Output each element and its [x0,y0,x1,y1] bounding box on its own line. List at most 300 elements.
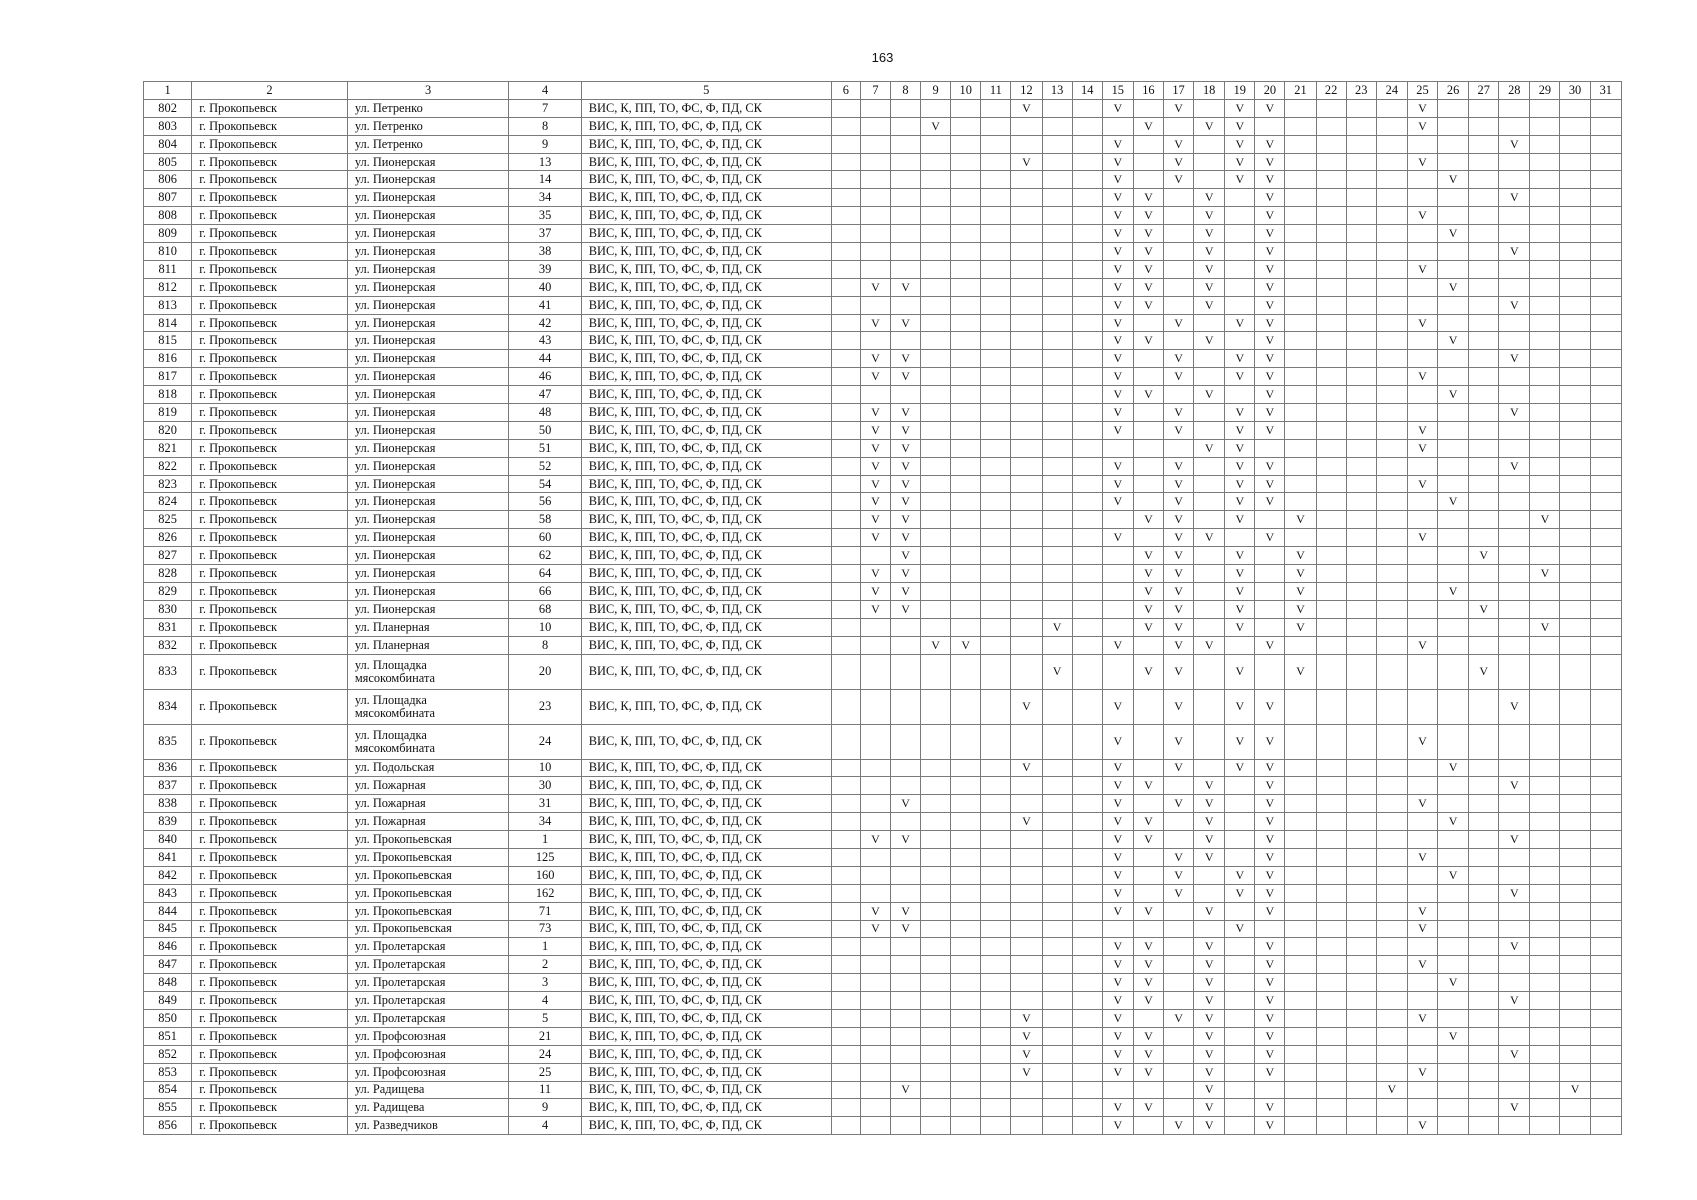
mark-cell-col-19 [1225,813,1255,831]
mark-cell-col-11 [981,314,1011,332]
mark-cell-col-30 [1560,511,1590,529]
check-mark: V [1194,902,1225,920]
mark-cell-col-22 [1316,457,1346,475]
mark-cell-col-21 [1285,296,1316,314]
mark-cell-col-28 [1499,813,1530,831]
mark-cell-col-16 [1133,99,1163,117]
column-header: 12 [1011,82,1042,100]
mark-cell-col-22 [1316,1099,1346,1117]
row-number: 855 [144,1099,192,1117]
column-header: 23 [1346,82,1376,100]
mark-cell-col-18 [1194,724,1225,759]
mark-cell-col-6 [831,475,860,493]
codes-cell: ВИС, К, ПП, ТО, ФС, Ф, ПД, СК [581,902,831,920]
mark-cell-col-31 [1590,296,1621,314]
check-mark: V [1225,565,1255,583]
mark-cell-col-13 [1042,243,1072,261]
mark-cell-col-7 [860,171,890,189]
check-mark: V [1225,439,1255,457]
table-row [144,1009,1622,1027]
mark-cell-col-8 [890,171,920,189]
check-mark: V [1011,689,1042,724]
mark-cell-col-11 [981,902,1011,920]
mark-cell-col-22 [1316,795,1346,813]
mark-cell-col-21 [1285,314,1316,332]
check-mark: V [1407,99,1437,117]
mark-cell-col-27 [1469,386,1499,404]
mark-cell-col-9 [921,475,951,493]
mark-cell-col-7 [860,1081,890,1099]
mark-cell-col-17 [1163,920,1193,938]
check-mark: V [1194,1063,1225,1081]
mark-cell-col-26 [1438,777,1469,795]
mark-cell-col-15 [1102,618,1133,636]
mark-cell-col-22 [1316,920,1346,938]
mark-cell-col-26 [1438,1045,1469,1063]
city-cell: г. Прокопьевск [192,618,348,636]
table-row [144,457,1622,475]
city-cell: г. Прокопьевск [192,314,348,332]
house-cell: 1 [509,831,581,849]
mark-cell-col-11 [981,689,1011,724]
codes-cell: ВИС, К, ПП, ТО, ФС, Ф, ПД, СК [581,974,831,992]
mark-cell-col-11 [981,421,1011,439]
check-mark: V [1133,1063,1163,1081]
mark-cell-col-30 [1560,243,1590,261]
mark-cell-col-11 [981,884,1011,902]
mark-cell-col-26 [1438,350,1469,368]
mark-cell-col-14 [1072,332,1102,350]
mark-cell-col-13 [1042,421,1072,439]
check-mark: V [1499,884,1530,902]
mark-cell-col-9 [921,848,951,866]
mark-cell-col-23 [1346,992,1376,1010]
mark-cell-col-31 [1590,135,1621,153]
mark-cell-col-24 [1376,848,1407,866]
check-mark: V [1255,189,1285,207]
mark-cell-col-28 [1499,1009,1530,1027]
check-mark: V [1285,511,1316,529]
mark-cell-col-28 [1499,117,1530,135]
row-number: 807 [144,189,192,207]
mark-cell-col-18 [1194,171,1225,189]
mark-cell-col-28 [1499,866,1530,884]
mark-cell-col-31 [1590,884,1621,902]
mark-cell-col-10 [951,777,981,795]
mark-cell-col-24 [1376,654,1407,689]
mark-cell-col-28 [1499,207,1530,225]
mark-cell-col-13 [1042,689,1072,724]
city-cell: г. Прокопьевск [192,171,348,189]
mark-cell-col-23 [1346,1045,1376,1063]
mark-cell-col-14 [1072,189,1102,207]
street-cell: ул. Радищева [347,1081,509,1099]
mark-cell-col-8 [890,1117,920,1135]
street-cell: ул. Радищева [347,1099,509,1117]
mark-cell-col-7 [860,135,890,153]
mark-cell-col-27 [1469,439,1499,457]
mark-cell-col-6 [831,884,860,902]
check-mark: V [1163,618,1193,636]
mark-cell-col-21 [1285,332,1316,350]
check-mark: V [1133,1099,1163,1117]
check-mark: V [1438,225,1469,243]
mark-cell-col-14 [1072,777,1102,795]
mark-cell-col-13 [1042,153,1072,171]
mark-cell-col-9 [921,296,951,314]
mark-cell-col-21 [1285,636,1316,654]
mark-cell-col-10 [951,171,981,189]
mark-cell-col-11 [981,189,1011,207]
street-cell: ул. Пионерская [347,171,509,189]
house-cell: 47 [509,386,581,404]
mark-cell-col-31 [1590,1027,1621,1045]
codes-cell: ВИС, К, ПП, ТО, ФС, Ф, ПД, СК [581,153,831,171]
mark-cell-col-7 [860,813,890,831]
mark-cell-col-24 [1376,920,1407,938]
row-number: 828 [144,565,192,583]
mark-cell-col-14 [1072,636,1102,654]
mark-cell-col-21 [1285,404,1316,422]
street-cell: ул. Петренко [347,117,509,135]
row-number: 842 [144,866,192,884]
check-mark: V [1102,493,1133,511]
mark-cell-col-22 [1316,974,1346,992]
mark-cell-col-27 [1469,938,1499,956]
mark-cell-col-23 [1346,600,1376,618]
city-cell: г. Прокопьевск [192,439,348,457]
mark-cell-col-31 [1590,207,1621,225]
mark-cell-col-10 [951,1117,981,1135]
mark-cell-col-6 [831,529,860,547]
house-cell: 23 [509,689,581,724]
mark-cell-col-29 [1530,813,1560,831]
mark-cell-col-12 [1011,207,1042,225]
mark-cell-col-24 [1376,600,1407,618]
mark-cell-col-31 [1590,368,1621,386]
row-number: 852 [144,1045,192,1063]
codes-cell: ВИС, К, ПП, ТО, ФС, Ф, ПД, СК [581,99,831,117]
check-mark: V [1499,992,1530,1010]
city-cell: г. Прокопьевск [192,1117,348,1135]
mark-cell-col-7 [860,225,890,243]
mark-cell-col-7 [860,243,890,261]
row-number: 844 [144,902,192,920]
city-cell: г. Прокопьевск [192,1063,348,1081]
check-mark: V [1102,777,1133,795]
mark-cell-col-13 [1042,724,1072,759]
mark-cell-col-8 [890,813,920,831]
house-cell: 44 [509,350,581,368]
mark-cell-col-7 [860,795,890,813]
mark-cell-col-21 [1285,278,1316,296]
mark-cell-col-21 [1285,1117,1316,1135]
codes-cell: ВИС, К, ПП, ТО, ФС, Ф, ПД, СК [581,813,831,831]
mark-cell-col-18 [1194,493,1225,511]
mark-cell-col-10 [951,225,981,243]
mark-cell-col-16 [1133,724,1163,759]
mark-cell-col-14 [1072,260,1102,278]
mark-cell-col-10 [951,759,981,777]
mark-cell-col-13 [1042,813,1072,831]
mark-cell-col-6 [831,189,860,207]
check-mark: V [1194,278,1225,296]
mark-cell-col-21 [1285,153,1316,171]
mark-cell-col-6 [831,813,860,831]
check-mark: V [1133,1045,1163,1063]
codes-cell: ВИС, К, ПП, ТО, ФС, Ф, ПД, СК [581,493,831,511]
mark-cell-col-21 [1285,795,1316,813]
mark-cell-col-29 [1530,600,1560,618]
check-mark: V [1133,189,1163,207]
mark-cell-col-22 [1316,99,1346,117]
table-row [144,582,1622,600]
codes-cell: ВИС, К, ПП, ТО, ФС, Ф, ПД, СК [581,421,831,439]
mark-cell-col-15 [1102,439,1133,457]
house-cell: 5 [509,1009,581,1027]
mark-cell-col-26 [1438,1099,1469,1117]
check-mark: V [860,600,890,618]
row-number: 805 [144,153,192,171]
mark-cell-col-11 [981,350,1011,368]
check-mark: V [1102,1099,1133,1117]
street-cell: ул. Площадка мясокомбината [347,724,509,759]
row-number: 838 [144,795,192,813]
mark-cell-col-6 [831,547,860,565]
column-header: 17 [1163,82,1193,100]
city-cell: г. Прокопьевск [192,475,348,493]
city-cell: г. Прокопьевск [192,511,348,529]
check-mark: V [1102,153,1133,171]
mark-cell-col-18 [1194,884,1225,902]
mark-cell-col-6 [831,974,860,992]
mark-cell-col-8 [890,296,920,314]
table-row [144,759,1622,777]
mark-cell-col-28 [1499,795,1530,813]
mark-cell-col-12 [1011,296,1042,314]
mark-cell-col-27 [1469,332,1499,350]
mark-cell-col-31 [1590,386,1621,404]
mark-cell-col-12 [1011,404,1042,422]
mark-cell-col-22 [1316,386,1346,404]
mark-cell-col-12 [1011,493,1042,511]
mark-cell-col-24 [1376,439,1407,457]
mark-cell-col-19 [1225,332,1255,350]
column-header: 21 [1285,82,1316,100]
mark-cell-col-13 [1042,386,1072,404]
street-cell: ул. Пионерская [347,457,509,475]
check-mark: V [1225,920,1255,938]
mark-cell-col-23 [1346,171,1376,189]
mark-cell-col-9 [921,1063,951,1081]
row-number: 841 [144,848,192,866]
mark-cell-col-29 [1530,404,1560,422]
mark-cell-col-24 [1376,992,1407,1010]
mark-cell-col-6 [831,920,860,938]
mark-cell-col-8 [890,618,920,636]
mark-cell-col-16 [1133,1009,1163,1027]
mark-cell-col-13 [1042,938,1072,956]
mark-cell-col-19 [1225,992,1255,1010]
mark-cell-col-24 [1376,956,1407,974]
row-number: 811 [144,260,192,278]
check-mark: V [1255,421,1285,439]
mark-cell-col-14 [1072,902,1102,920]
mark-cell-col-31 [1590,992,1621,1010]
mark-cell-col-22 [1316,296,1346,314]
mark-cell-col-23 [1346,654,1376,689]
mark-cell-col-9 [921,992,951,1010]
codes-cell: ВИС, К, ПП, ТО, ФС, Ф, ПД, СК [581,992,831,1010]
mark-cell-col-9 [921,600,951,618]
mark-cell-col-29 [1530,278,1560,296]
mark-cell-col-6 [831,153,860,171]
check-mark: V [1499,1099,1530,1117]
mark-cell-col-27 [1469,278,1499,296]
row-number: 840 [144,831,192,849]
house-cell: 40 [509,278,581,296]
mark-cell-col-12 [1011,956,1042,974]
codes-cell: ВИС, К, ПП, ТО, ФС, Ф, ПД, СК [581,368,831,386]
mark-cell-col-17 [1163,260,1193,278]
mark-cell-col-9 [921,421,951,439]
mark-cell-col-6 [831,831,860,849]
mark-cell-col-13 [1042,920,1072,938]
street-cell: ул. Пионерская [347,439,509,457]
table-row [144,547,1622,565]
mark-cell-col-13 [1042,135,1072,153]
city-cell: г. Прокопьевск [192,278,348,296]
mark-cell-col-9 [921,207,951,225]
check-mark: V [1255,866,1285,884]
house-cell: 42 [509,314,581,332]
table-row [144,956,1622,974]
mark-cell-col-12 [1011,582,1042,600]
mark-cell-col-11 [981,386,1011,404]
mark-cell-col-28 [1499,332,1530,350]
mark-cell-col-12 [1011,314,1042,332]
mark-cell-col-11 [981,920,1011,938]
mark-cell-col-31 [1590,902,1621,920]
check-mark: V [1225,724,1255,759]
mark-cell-col-11 [981,99,1011,117]
mark-cell-col-10 [951,99,981,117]
mark-cell-col-28 [1499,956,1530,974]
mark-cell-col-30 [1560,368,1590,386]
mark-cell-col-6 [831,99,860,117]
mark-cell-col-30 [1560,956,1590,974]
mark-cell-col-21 [1285,974,1316,992]
mark-cell-col-25 [1407,1099,1437,1117]
column-header: 8 [890,82,920,100]
mark-cell-col-26 [1438,902,1469,920]
mark-cell-col-23 [1346,475,1376,493]
mark-cell-col-7 [860,654,890,689]
mark-cell-col-26 [1438,117,1469,135]
column-header: 31 [1590,82,1621,100]
mark-cell-col-23 [1346,243,1376,261]
mark-cell-col-7 [860,956,890,974]
table-body [144,99,1622,1134]
mark-cell-col-27 [1469,1009,1499,1027]
check-mark: V [1133,565,1163,583]
mark-cell-col-16 [1133,884,1163,902]
city-cell: г. Прокопьевск [192,565,348,583]
codes-cell: ВИС, К, ПП, ТО, ФС, Ф, ПД, СК [581,831,831,849]
check-mark: V [1102,636,1133,654]
city-cell: г. Прокопьевск [192,759,348,777]
row-number: 850 [144,1009,192,1027]
check-mark: V [1194,439,1225,457]
mark-cell-col-8 [890,99,920,117]
mark-cell-col-14 [1072,724,1102,759]
mark-cell-col-30 [1560,1099,1590,1117]
mark-cell-col-12 [1011,884,1042,902]
mark-cell-col-23 [1346,260,1376,278]
city-cell: г. Прокопьевск [192,368,348,386]
house-cell: 34 [509,813,581,831]
mark-cell-col-14 [1072,582,1102,600]
mark-cell-col-8 [890,956,920,974]
check-mark: V [1102,421,1133,439]
check-mark: V [860,582,890,600]
mark-cell-col-8 [890,777,920,795]
mark-cell-col-29 [1530,689,1560,724]
mark-cell-col-31 [1590,689,1621,724]
table-row [144,314,1622,332]
mark-cell-col-23 [1346,938,1376,956]
mark-cell-col-21 [1285,493,1316,511]
mark-cell-col-8 [890,1099,920,1117]
mark-cell-col-19 [1225,795,1255,813]
check-mark: V [1163,547,1193,565]
street-cell: ул. Прокопьевская [347,902,509,920]
row-number: 829 [144,582,192,600]
table-row [144,475,1622,493]
row-number: 846 [144,938,192,956]
mark-cell-col-16 [1133,171,1163,189]
codes-cell: ВИС, К, ПП, ТО, ФС, Ф, ПД, СК [581,1099,831,1117]
mark-cell-col-29 [1530,759,1560,777]
column-header: 7 [860,82,890,100]
check-mark: V [1102,404,1133,422]
check-mark: V [1163,99,1193,117]
check-mark: V [1163,511,1193,529]
table-row [144,511,1622,529]
mark-cell-col-9 [921,813,951,831]
mark-cell-col-7 [860,1117,890,1135]
codes-cell: ВИС, К, ПП, ТО, ФС, Ф, ПД, СК [581,654,831,689]
mark-cell-col-31 [1590,243,1621,261]
mark-cell-col-27 [1469,117,1499,135]
mark-cell-col-28 [1499,1117,1530,1135]
mark-cell-col-22 [1316,278,1346,296]
mark-cell-col-15 [1102,117,1133,135]
row-number: 804 [144,135,192,153]
mark-cell-col-19 [1225,938,1255,956]
check-mark: V [1102,813,1133,831]
mark-cell-col-30 [1560,404,1590,422]
check-mark: V [1438,278,1469,296]
mark-cell-col-6 [831,207,860,225]
mark-cell-col-19 [1225,974,1255,992]
column-header: 9 [921,82,951,100]
mark-cell-col-14 [1072,135,1102,153]
mark-cell-col-19 [1225,1009,1255,1027]
mark-cell-col-12 [1011,225,1042,243]
table-row [144,1099,1622,1117]
mark-cell-col-22 [1316,475,1346,493]
